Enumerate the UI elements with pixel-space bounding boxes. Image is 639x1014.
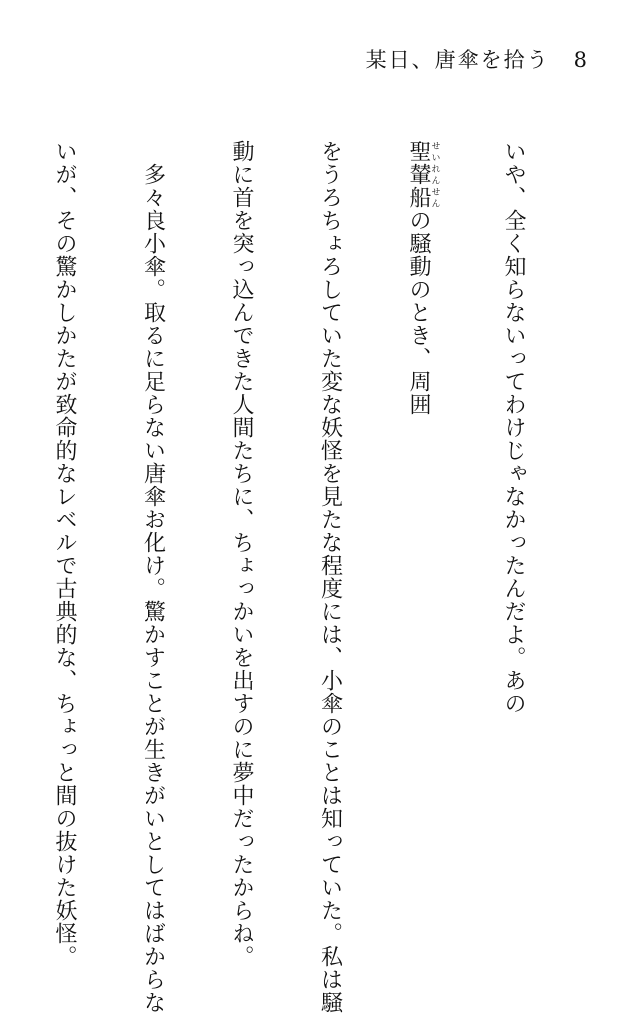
vertical-body-text [52,140,587,1014]
text-line: をうろちょろしていた変な妖怪を見たな程度には、小傘のことは知っていた。私は騒 [317,140,343,1014]
text-line: いや、全く知らないってわけじゃなかったんだよ。あの [501,140,526,715]
running-header [0,44,589,74]
chapter-title: 某日、唐傘を拾う [365,48,550,72]
furigana: せいれんせん [429,140,440,209]
page-number: 8 [573,48,589,72]
text-line: 聖輦船せいれんせんの騒動のとき、周囲 [406,140,440,416]
text-line: 動に首を突っ込んできた人間たちに、ちょっかいを出すのに夢中だったからね。 [229,140,254,968]
ruby-annotation: 聖輦船せいれんせん [406,140,440,209]
text-line: いが、その驚かしかたが致命的なレベルで古典的な、ちょっと間の抜けた妖怪。 [52,140,77,968]
text-line: 多々良小傘。取るに足らない唐傘お化け。驚かすことが生きがいとしてはばからな [140,140,166,1014]
